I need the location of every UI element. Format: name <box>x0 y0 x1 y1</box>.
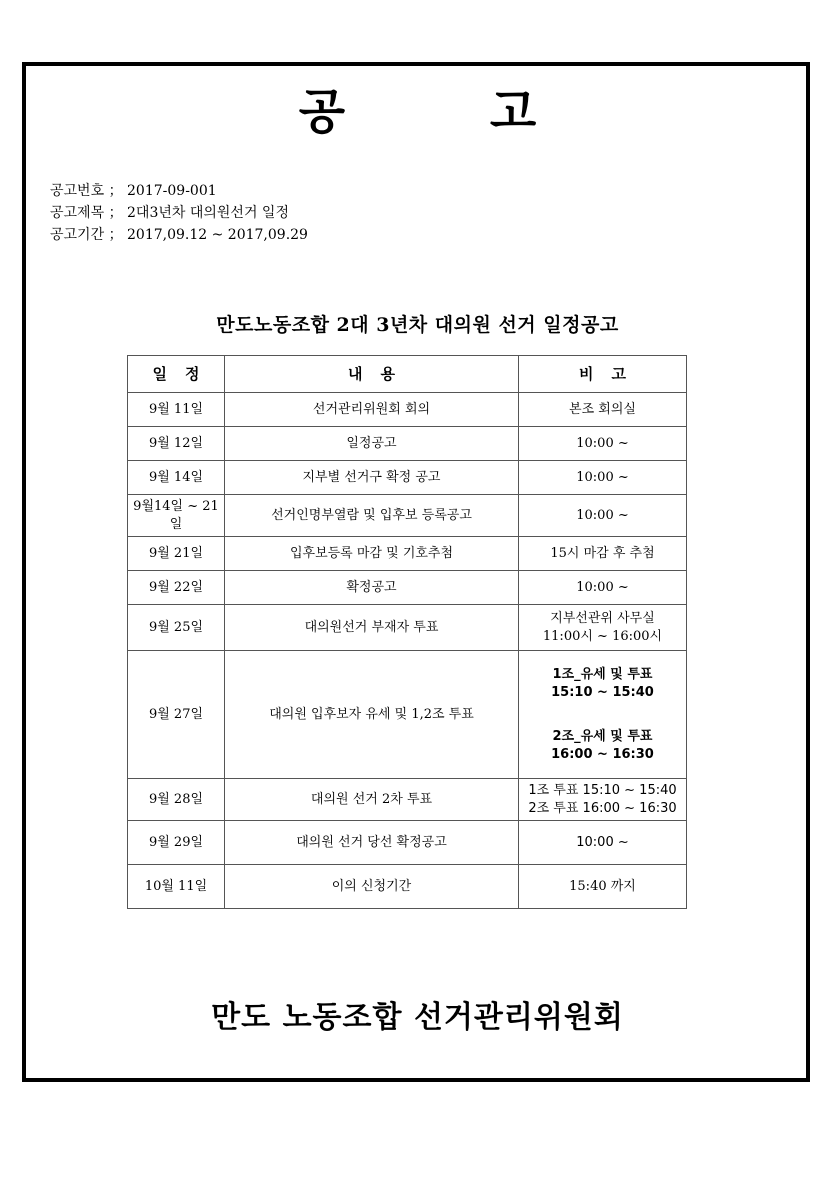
cell-note <box>519 605 687 651</box>
cell-content: 일정공고 <box>225 427 519 461</box>
meta-subject: 공고제목 ； 2대3년차 대의원선거 일정 <box>50 205 289 221</box>
cell-date: 10월 11일 <box>128 865 225 909</box>
note-line: 15:10 ~ 15:40 <box>551 684 654 700</box>
issuer-footer: 만도 노동조합 선거관리위원회 <box>211 1000 624 1035</box>
note-line: 11:00시 ~ 16:00시 <box>542 628 663 644</box>
table-row <box>128 495 687 537</box>
note-line: 1조 투표 15:10 ~ 15:40 <box>528 782 677 798</box>
cell-content: 확정공고 <box>225 571 519 605</box>
table-row <box>128 537 687 571</box>
cell-note: 10:00 ~ <box>519 461 687 495</box>
table-row <box>128 393 687 427</box>
cell-date: 9월 12일 <box>128 427 225 461</box>
cell-date: 9월 27일 <box>128 651 225 779</box>
cell-content: 대의원 선거 당선 확정공고 <box>225 821 519 865</box>
cell-content: 대의원 입후보자 유세 및 1,2조 투표 <box>225 651 519 779</box>
meta-number: 공고번호 ； 2017-09-001 <box>50 183 217 199</box>
cell-note: 10:00 ~ <box>519 571 687 605</box>
note-line: 2조_유세 및 투표 <box>552 728 653 744</box>
notice-title: 공 고 <box>298 84 601 140</box>
cell-content: 대의원선거 부재자 투표 <box>225 605 519 651</box>
cell-content: 입후보등록 마감 및 기호추첨 <box>225 537 519 571</box>
cell-note: 10:00 ~ <box>519 427 687 461</box>
table-row <box>128 865 687 909</box>
cell-note: 15:40 까지 <box>519 865 687 909</box>
cell-content: 지부별 선거구 확정 공고 <box>225 461 519 495</box>
cell-date: 9월 29일 <box>128 821 225 865</box>
note-line: 2조 투표 16:00 ~ 16:30 <box>528 800 677 816</box>
cell-date: 9월14일 ~ 21일 <box>128 495 225 537</box>
cell-note <box>519 651 687 779</box>
cell-note: 본조 회의실 <box>519 393 687 427</box>
note-line: 지부선관위 사무실 <box>550 610 655 626</box>
cell-date: 9월 28일 <box>128 779 225 821</box>
table-row <box>128 651 687 779</box>
header-note: 비고 <box>519 356 687 393</box>
header-content: 내용 <box>225 356 519 393</box>
table-row <box>128 605 687 651</box>
cell-date: 9월 11일 <box>128 393 225 427</box>
table-row <box>128 821 687 865</box>
table-row <box>128 779 687 821</box>
table-header-row <box>128 356 687 393</box>
cell-content: 이의 신청기간 <box>225 865 519 909</box>
table-row <box>128 427 687 461</box>
note-line: 1조_유세 및 투표 <box>552 666 653 682</box>
cell-note: 10:00 ~ <box>519 821 687 865</box>
note-line: 16:00 ~ 16:30 <box>551 746 654 762</box>
meta-period: 공고기간 ； 2017,09.12 ~ 2017,09.29 <box>50 227 308 243</box>
schedule-subtitle: 만도노동조합 2대 3년차 대의원 선거 일정공고 <box>216 314 619 336</box>
cell-date: 9월 25일 <box>128 605 225 651</box>
cell-date: 9월 14일 <box>128 461 225 495</box>
table-row <box>128 571 687 605</box>
cell-content: 대의원 선거 2차 투표 <box>225 779 519 821</box>
table-row <box>128 461 687 495</box>
schedule-table <box>127 355 687 909</box>
cell-date: 9월 22일 <box>128 571 225 605</box>
header-date: 일정 <box>128 356 225 393</box>
note-spacer <box>523 702 682 728</box>
cell-date: 9월 21일 <box>128 537 225 571</box>
notice-meta <box>50 180 308 246</box>
cell-note: 10:00 ~ <box>519 495 687 537</box>
cell-note: 15시 마감 후 추첨 <box>519 537 687 571</box>
cell-note <box>519 779 687 821</box>
cell-content: 선거관리위원회 회의 <box>225 393 519 427</box>
cell-content: 선거인명부열람 및 입후보 등록공고 <box>225 495 519 537</box>
